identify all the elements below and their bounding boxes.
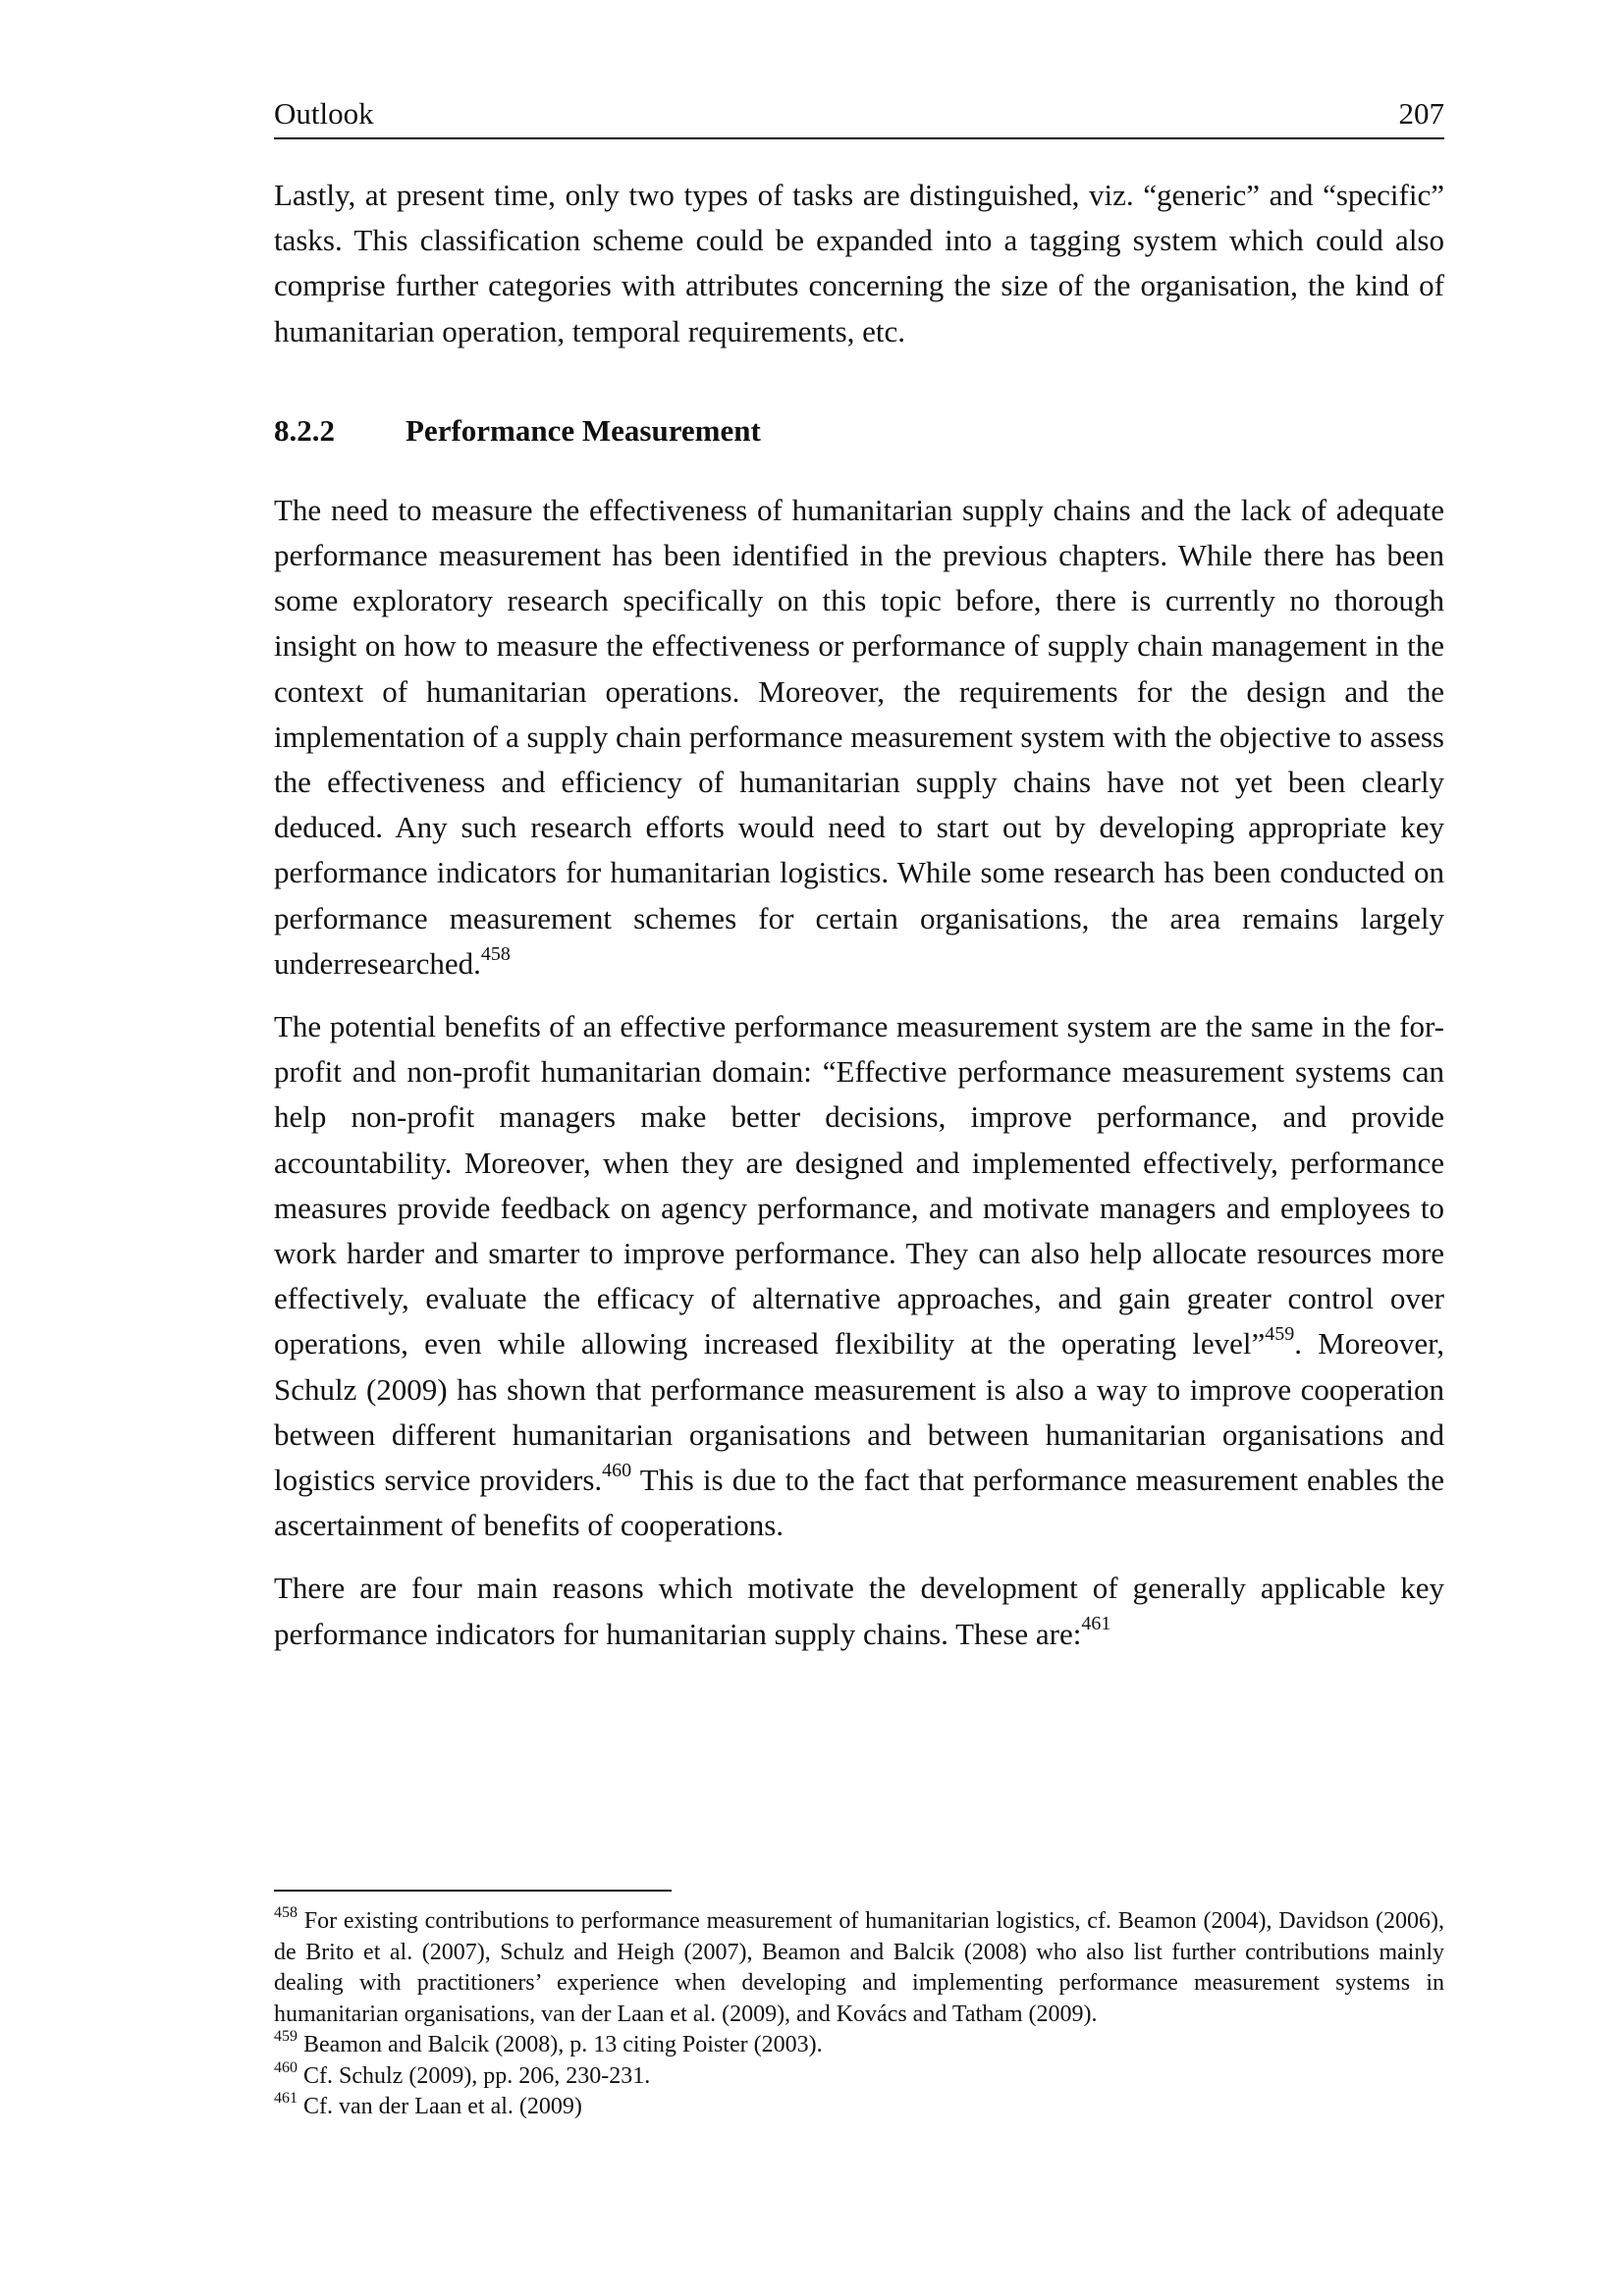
paragraph-1 xyxy=(274,488,1444,987)
footnote-458 xyxy=(274,1906,1444,2030)
footnote-text: For existing contributions to performance measurement of humanitarian logistics, cf. Beamon (2004), Davidson (2006), de Brito et al. (2007), Schulz and Heigh (2007), Beamon and Balcik (2008) who also list further contributions mainly dealing with practitioners’ experience when developing and implementing performance measurement systems in humanitarian organisations, van der Laan et al. (2009), and Kovács and Tatham (2009). xyxy=(274,1908,1444,2027)
running-header xyxy=(274,94,1444,139)
section-number: 8.2.2 xyxy=(274,412,335,448)
footnote-459 xyxy=(274,2030,1444,2061)
paragraph-2-text-c: This is due to the fact that performance measurement enables the ascertainment of benefits of cooperations. xyxy=(274,1463,1444,1543)
body-text xyxy=(274,173,1444,1657)
paragraph-2 xyxy=(274,1004,1444,1548)
footnote-number: 460 xyxy=(274,2058,298,2076)
footnote-divider xyxy=(274,1890,672,1892)
page xyxy=(274,94,1444,1675)
section-title: Performance Measurement xyxy=(406,412,761,448)
footnote-text: Beamon and Balcik (2008), p. 13 citing Poister (2003). xyxy=(298,2032,823,2057)
footnotes xyxy=(274,1906,1444,2123)
paragraph-2-text-a: The potential benefits of an effective performance measurement system are the same in the for-profit and non-profit humanitarian domain: “Effective performance measurement systems can help non-profit managers make better decisions, improve performance, and provide accountability. Moreover, when they are designed and implemented effectively, performance measures provide feedback on agency performance, and motivate managers and employees to work harder and smarter to improve performance. They can also help allocate resources more effectively, evaluate the efficacy of alternative approaches, and gain greater control over operations, even while allowing increased flexibility at the operating level” xyxy=(274,1009,1444,1362)
paragraph-2-text-b: . Moreover, Schulz (2009) has shown that performance measurement is also a way to improve cooperation between different humanitarian organisations and between humanitarian organisations and logistics service providers. xyxy=(274,1326,1444,1498)
paragraph-3-text: There are four main reasons which motivate the development of generally applicable key performance indicators for humanitarian supply chains. These are: xyxy=(274,1571,1444,1651)
footnote-460 xyxy=(274,2058,1444,2093)
footnote-text: Cf. Schulz (2009), pp. 206, 230-231. xyxy=(298,2062,651,2089)
footnote-number: 461 xyxy=(274,2090,298,2107)
footnote-461 xyxy=(274,2092,1444,2123)
footnote-number: 458 xyxy=(274,1904,298,1921)
header-title: Outlook xyxy=(274,96,374,131)
footnote-ref-460[interactable]: 460 xyxy=(602,1459,632,1481)
section-heading xyxy=(274,411,1444,451)
footnote-number: 459 xyxy=(274,2028,298,2045)
footnote-text: Cf. van der Laan et al. (2009) xyxy=(298,2094,582,2119)
footnote-ref-459[interactable]: 459 xyxy=(1265,1323,1295,1346)
footnote-ref-461[interactable]: 461 xyxy=(1081,1613,1111,1635)
paragraph-intro xyxy=(274,173,1444,354)
paragraph-intro-text: Lastly, at present time, only two types of tasks are distinguished, viz. “generic” and “specific” tasks. This classification scheme could be expanded into a tagging system which could also comprise further categories with attributes concerning the size of the organisation, the kind of humanitarian operation, temporal requirements, etc. xyxy=(274,178,1444,348)
paragraph-1-text: The need to measure the effectiveness of humanitarian supply chains and the lack of adequate performance measurement has been identified in the previous chapters. While there has been some exploratory research specifically on this topic before, there is currently no thorough insight on how to measure the effectiveness or performance of supply chain management in the context of humanitarian operations. Moreover, the requirements for the design and the implementation of a supply chain performance measurement system with the objective to assess the effectiveness and efficiency of humanitarian supply chains have not yet been clearly deduced. Any such research efforts would need to start out by developing appropriate key performance indicators for humanitarian logistics. While some research has been conducted on performance measurement schemes for certain organisations, the area remains largely underresearched. xyxy=(274,492,1444,981)
paragraph-3 xyxy=(274,1566,1444,1656)
page-number: 207 xyxy=(1398,96,1444,131)
footnote-ref-458[interactable]: 458 xyxy=(480,942,511,965)
